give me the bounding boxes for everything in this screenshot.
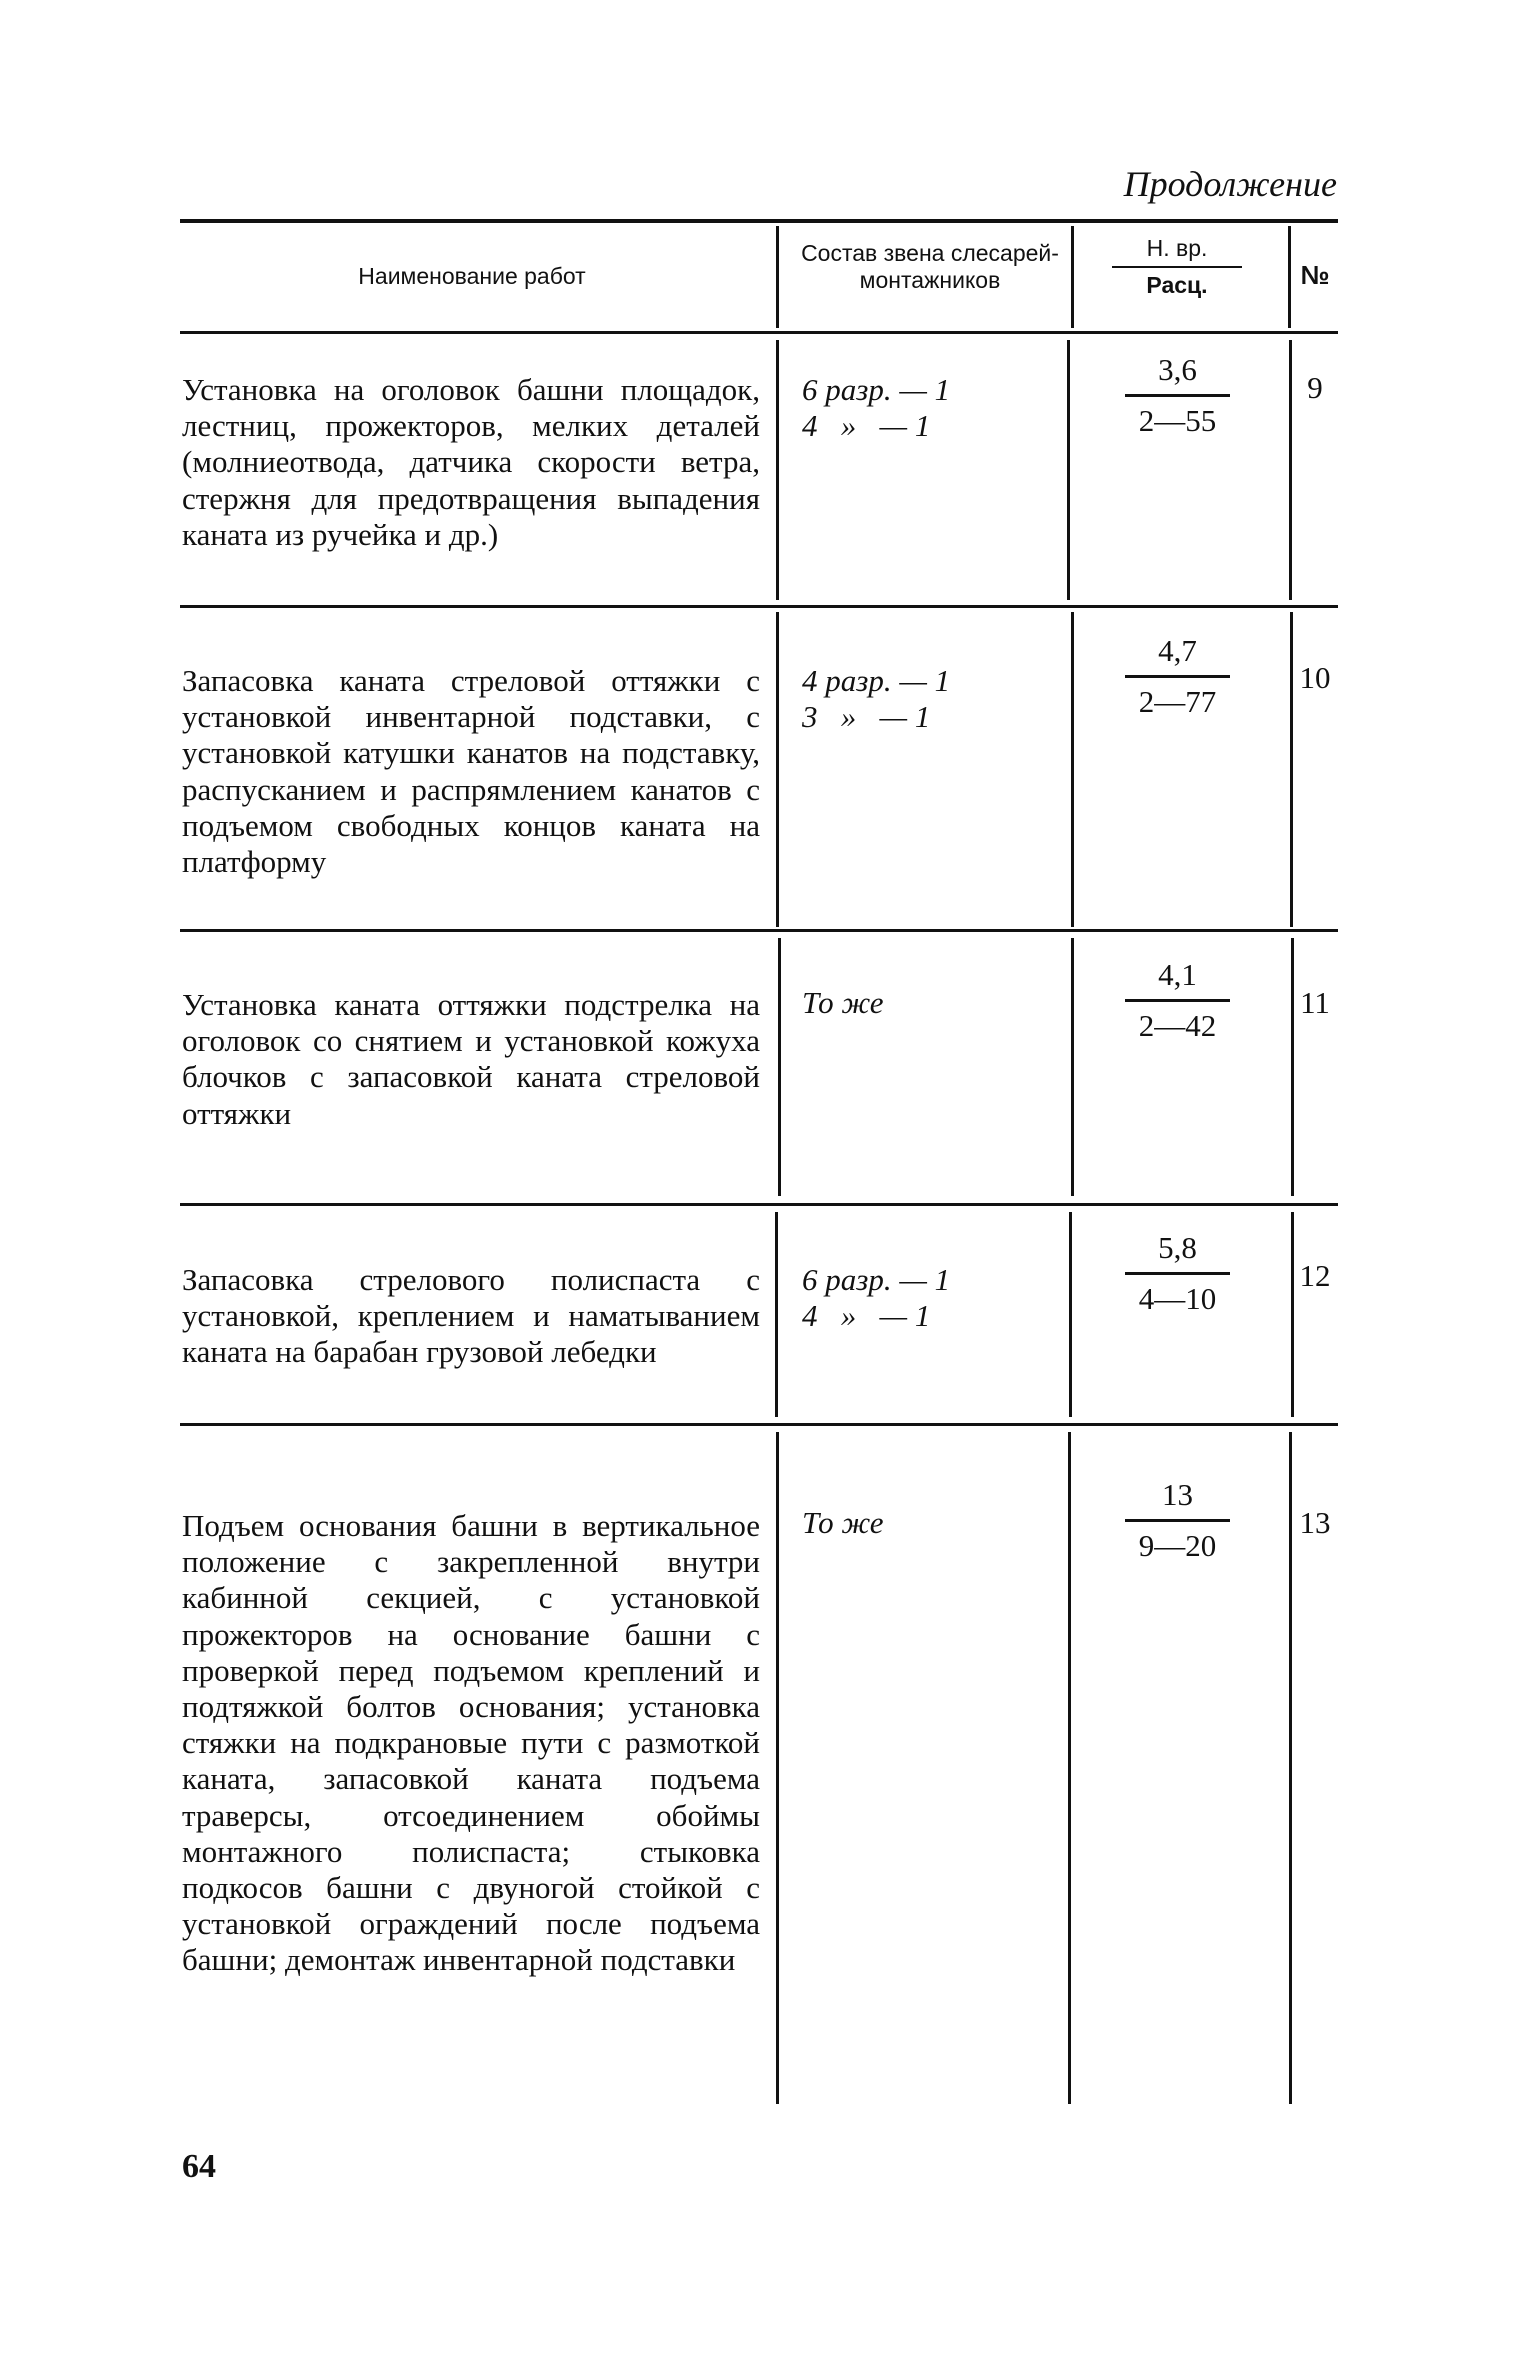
row-5-number: 13 [1299, 1505, 1331, 1540]
row-3-work: Установка каната оттяжки подстрелка на оголовок со снятием и установкой кожуха блочков с запасовкой каната стреловой оттяжки [182, 987, 760, 1131]
header-norm-top: Н. вр. [1112, 235, 1242, 268]
row-1-separator-2 [1067, 340, 1070, 600]
row-1-work: Установка на оголовок башни площадок, лестниц, прожекторов, мелких деталей (молниеотвода, датчика скорости ветра, стержня для предотвращения выпадения каната из ручейка и др.) [182, 372, 760, 552]
row-3-norm [1125, 957, 1230, 1044]
row-5-separator-2 [1068, 1432, 1071, 2104]
row-1-time-norm: 3,6 [1125, 352, 1230, 397]
header-work-name: Наименование работ [358, 263, 586, 289]
row-1-bottom-rule [180, 605, 1338, 608]
row-2-work: Запасовка каната стреловой оттяжки с установкой инвентарной подставки, с установкой катушки канатов на подставку, распусканием и распрямлением канатов с подъемом свободных концов каната на платформу [182, 663, 760, 880]
row-4-separator-2 [1069, 1212, 1072, 1417]
row-3-separator-2 [1071, 938, 1074, 1196]
row-2-bottom-rule [180, 929, 1338, 932]
row-3-separator-1 [778, 938, 781, 1196]
row-1-separator-1 [776, 340, 779, 600]
row-5-time-norm: 13 [1125, 1477, 1230, 1522]
header-bottom-rule [180, 331, 1338, 334]
row-4-separator-1 [775, 1212, 778, 1417]
row-5-rate: 9—20 [1138, 1528, 1217, 1563]
row-5-separator-3 [1289, 1432, 1292, 2104]
row-3-time-norm: 4,1 [1125, 957, 1230, 1002]
row-3-number: 11 [1300, 985, 1330, 1020]
row-2-time-norm: 4,7 [1125, 633, 1230, 678]
row-5-work: Подъем основания башни в вертикальное положение с закрепленной внутри кабинной секцией, с установкой прожекторов на основание башни с проверкой перед подъемом креплений и подтяжкой болтов основания; установка стяжки на подкрановые пути с размоткой каната, запасовкой каната подъема траверсы, отсоединением обоймы монтажного полиспаста; стыковка подкосов башни с двуногой стойкой с установкой ограждений после подъема башни; демонтаж инвентарной подставки [182, 1508, 760, 1978]
row-2-separator-2 [1071, 612, 1074, 927]
header-norm [1112, 235, 1242, 299]
table-top-rule [180, 219, 1338, 223]
row-4-time-norm: 5,8 [1125, 1230, 1230, 1275]
row-3-bottom-rule [180, 1203, 1338, 1206]
header-crew: Состав звена слесарей-монтажников [801, 240, 1059, 293]
row-3-crew: То же [802, 985, 884, 1020]
row-1-rate: 2—55 [1138, 403, 1217, 438]
row-4-crew: 6 разр. — 1 4 » — 1 [802, 1262, 951, 1333]
row-1-number: 9 [1307, 370, 1323, 405]
row-1-norm [1125, 352, 1230, 439]
header-separator-3 [1288, 226, 1291, 328]
row-4-number: 12 [1299, 1258, 1331, 1293]
header-separator-1 [776, 226, 779, 328]
header-number: № [1300, 260, 1330, 290]
row-2-crew: 4 разр. — 1 3 » — 1 [802, 663, 951, 734]
row-5-crew: То же [802, 1505, 884, 1540]
continuation-label: Продолжение [1123, 164, 1337, 204]
row-4-rate: 4—10 [1138, 1281, 1217, 1316]
row-2-number: 10 [1299, 660, 1331, 695]
row-2-norm [1125, 633, 1230, 720]
page-number: 64 [182, 2148, 216, 2185]
row-3-rate: 2—42 [1138, 1008, 1217, 1043]
row-5-separator-1 [776, 1432, 779, 2104]
row-4-bottom-rule [180, 1423, 1338, 1426]
header-norm-bottom: Расц. [1146, 272, 1208, 298]
row-4-norm [1125, 1230, 1230, 1317]
row-4-work: Запасовка стрелового полиспаста с установкой, креплением и наматыванием каната на барабан грузовой лебедки [182, 1262, 760, 1370]
row-1-separator-3 [1289, 340, 1292, 600]
row-5-norm [1125, 1477, 1230, 1564]
row-2-separator-1 [776, 612, 779, 927]
row-3-separator-3 [1291, 938, 1294, 1196]
row-2-rate: 2—77 [1138, 684, 1217, 719]
row-2-separator-3 [1290, 612, 1293, 927]
header-separator-2 [1071, 226, 1074, 328]
row-4-separator-3 [1291, 1212, 1294, 1417]
row-1-crew: 6 разр. — 1 4 » — 1 [802, 372, 951, 443]
